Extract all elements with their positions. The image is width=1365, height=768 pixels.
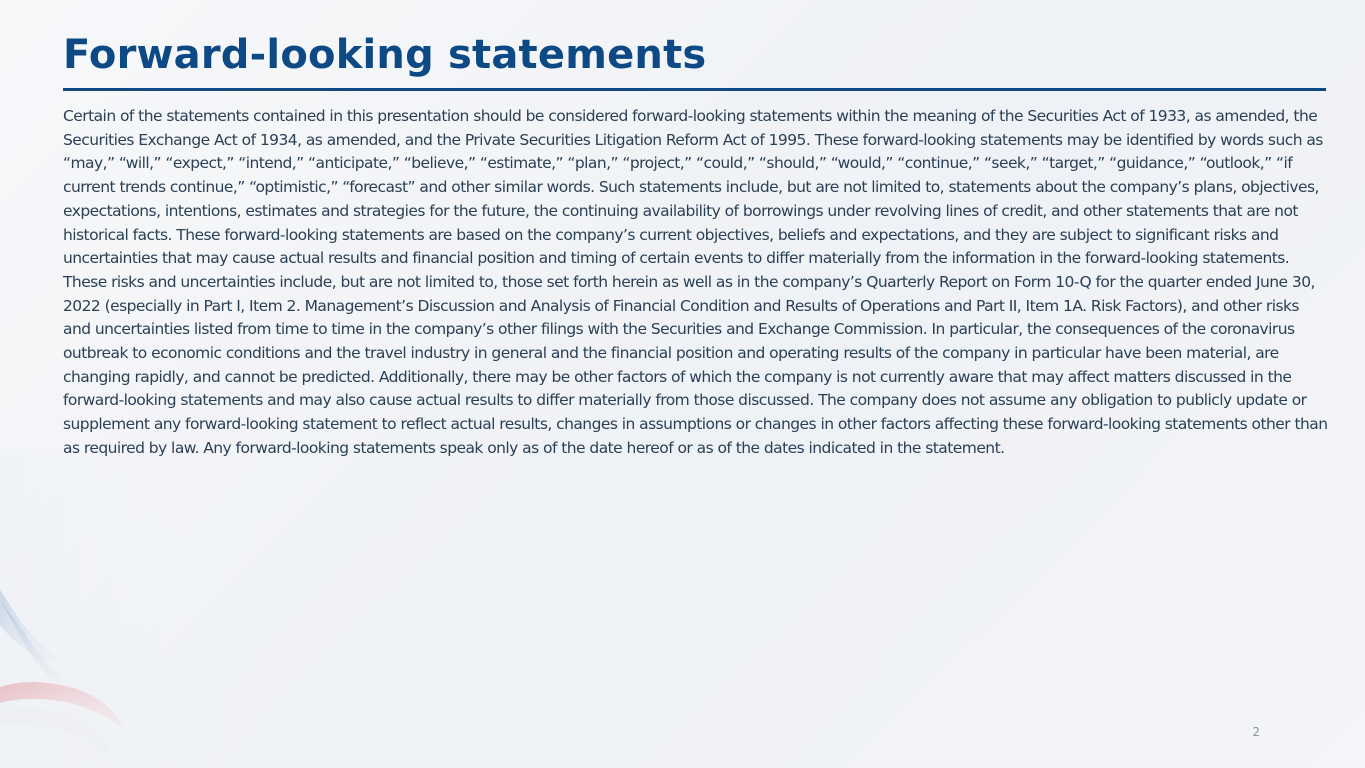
decorative-flight-symbol: [0, 455, 255, 768]
page-number: 2: [1252, 725, 1260, 739]
title-underline-divider: [63, 88, 1326, 91]
page-title: Forward-looking statements: [63, 32, 707, 78]
disclaimer-paragraph: Certain of the statements contained in this presentation should be considered forward-looking statements within the meaning of the Securities Act of 1933, as amended, the Securities Exchange Act of 1934, as amended, and the Private Securities Litigation Reform Act of 1995. These forward-looking statements may be identified by words such as “may,” “will,” “expect,” “intend,” “anticipate,” “believe,” “estimate,” “plan,” “project,” “could,” “should,” “would,” “continue,” “seek,” “target,” “guidance,” “outlook,” “if current trends continue,” “optimistic,” “forecast” and other similar words. Such statements include, but are not limited to, statements about the company’s plans, objectives, expectations, intentions, estimates and strategies for the future, the continuing availability of borrowings under revolving lines of credit, and other statements that are not historical facts. These forward-looking statements are based on the company’s current objectives, beliefs and expectations, and they are subject to significant risks and uncertainties that may cause actual results and financial position and timing of certain events to differ materially from the information in the forward-looking statements. These risks and uncertainties include, but are not limited to, those set forth herein as well as in the company’s Quarterly Report on Form 10-Q for the quarter ended June 30, 2022 (especially in Part I, Item 2. Management’s Discussion and Analysis of Financial Condition and Results of Operations and Part II, Item 1A. Risk Factors), and other risks and uncertainties listed from time to time in the company’s other filings with the Securities and Exchange Commission. In particular, the consequences of the coronavirus outbreak to economic conditions and the travel industry in general and the financial position and operating results of the company in particular have been material, are changing rapidly, and cannot be predicted. Additionally, there may be other factors of which the company is not currently aware that may affect matters discussed in the forward-looking statements and may also cause actual results to differ materially from those discussed. The company does not assume any obligation to publicly update or supplement any forward-looking statement to reflect actual results, changes in assumptions or changes in other factors affecting these forward-looking statements other than as required by law. Any forward-looking statements speak only as of the date hereof or as of the dates indicated in the statement.: [63, 107, 1328, 457]
flight-symbol-graphic: [0, 455, 255, 768]
